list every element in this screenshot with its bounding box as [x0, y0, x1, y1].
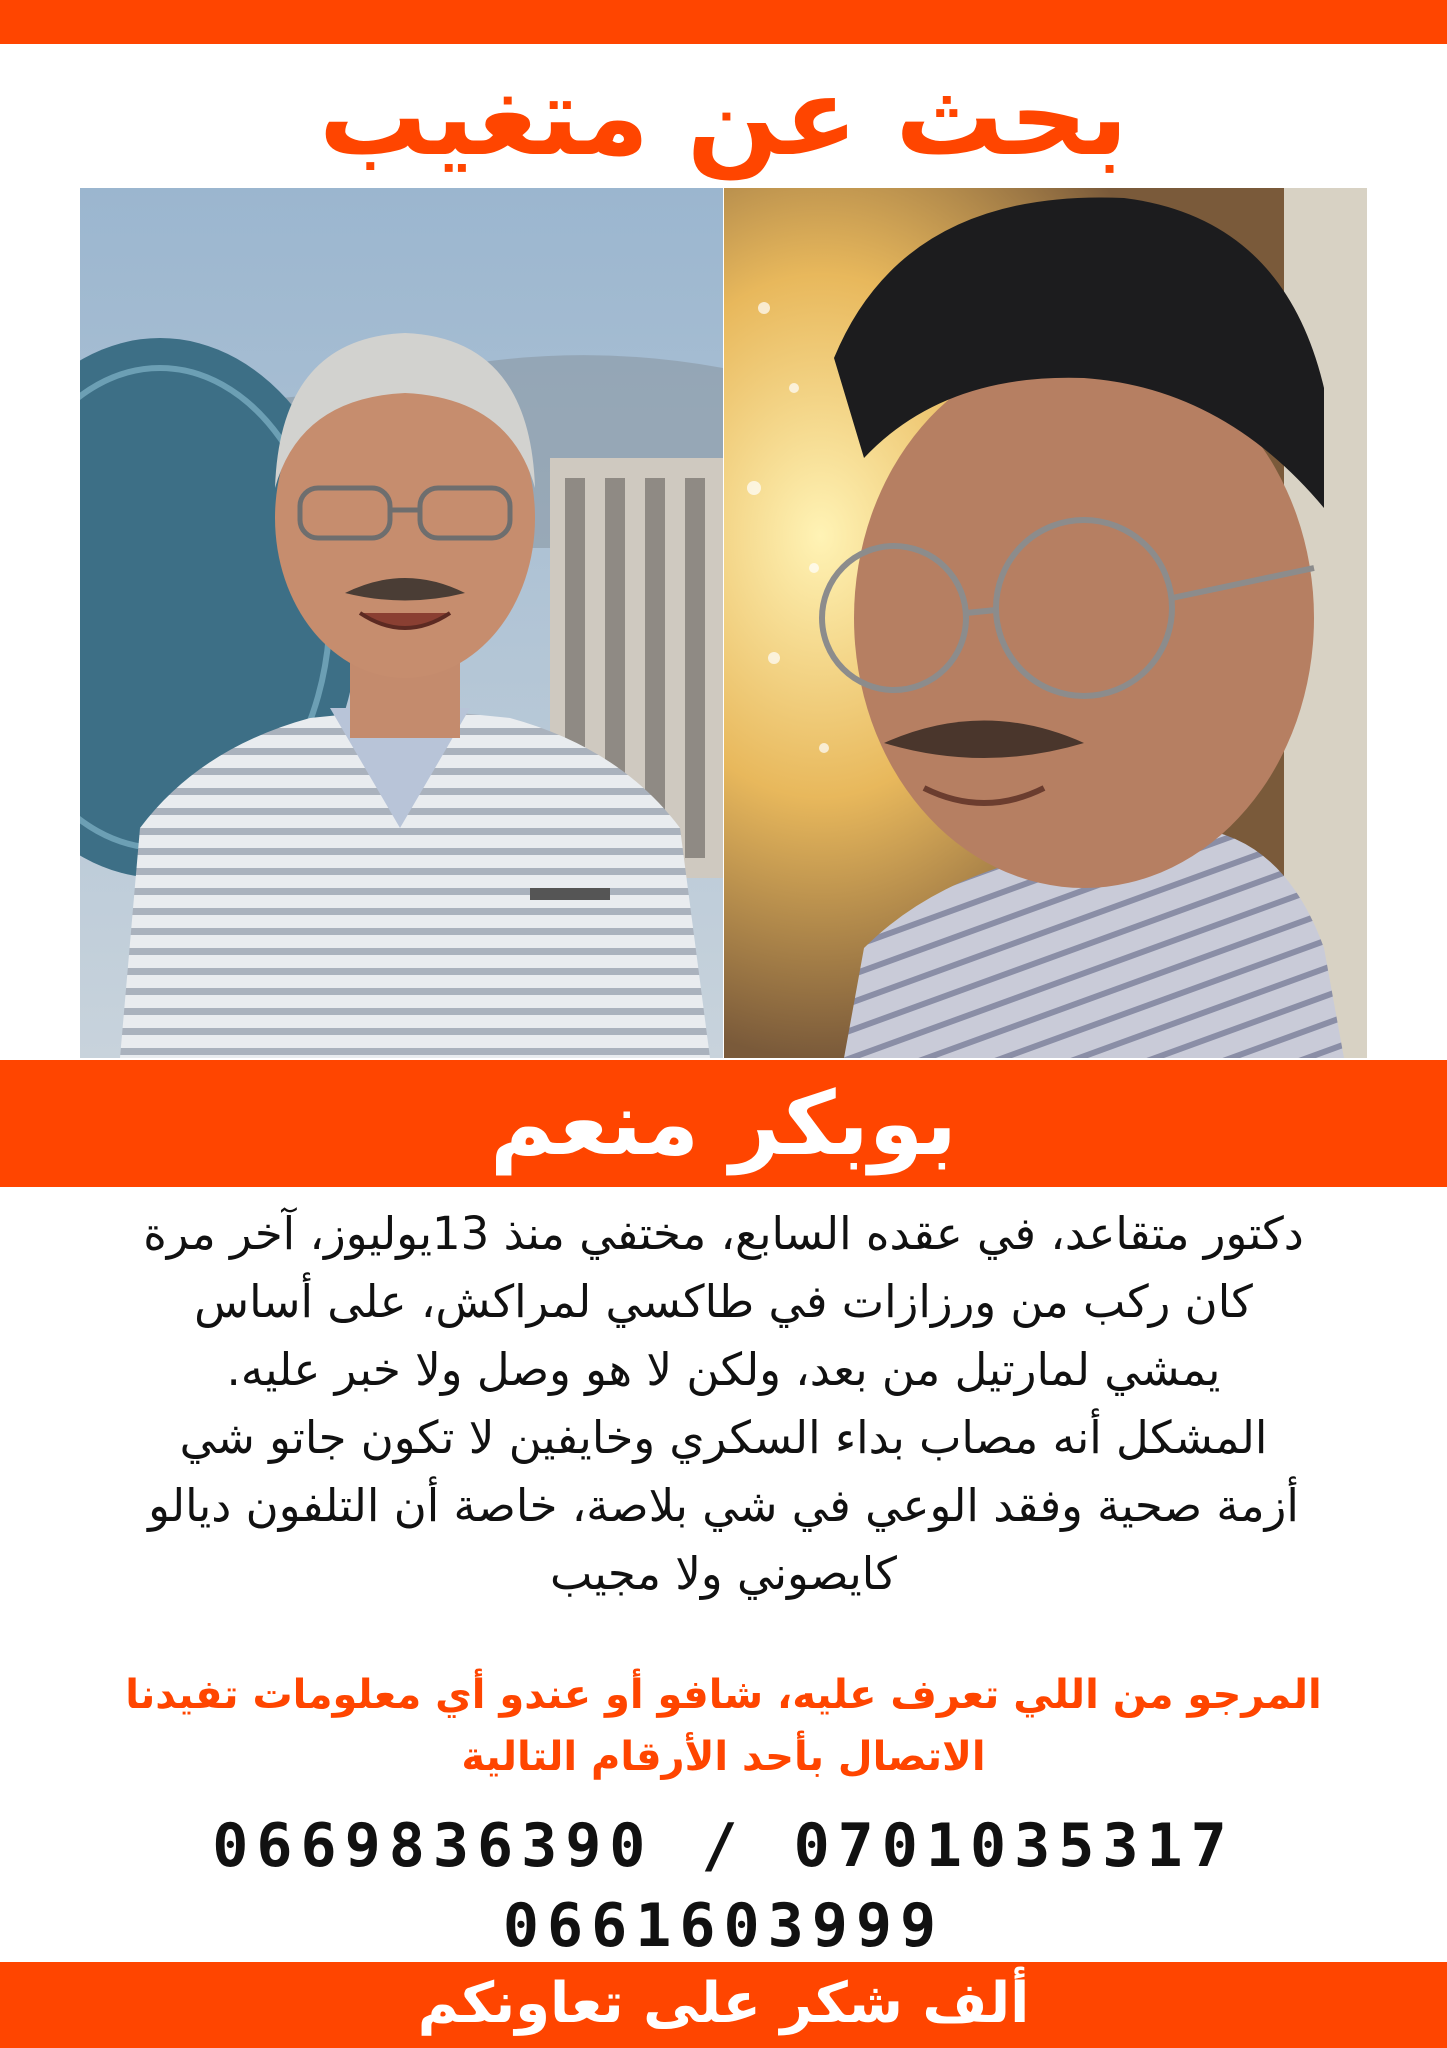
thank-you-text: ألف شكر على تعاونكم [417, 1971, 1030, 2036]
missing-person-photo-right [724, 188, 1367, 1058]
portrait-photo-icon [724, 188, 1367, 1058]
description-line: كان ركب من ورزازات في طاكسي لمراكش، على أساس [194, 1275, 1253, 1328]
description-line: دكتور متقاعد، في عقده السابع، مختفي منذ 13يوليوز، آخر مرة [143, 1207, 1304, 1260]
appeal-text [40, 1664, 1407, 1788]
poster-title: بحث عن متغيب [318, 55, 1129, 180]
phone-separator: / [701, 1811, 746, 1881]
phone-row [0, 1806, 1447, 1886]
description-line: أزمة صحية وفقد الوعي في شي بلاصة، خاصة أن التلفون ديالو [148, 1479, 1299, 1532]
description-text [40, 1200, 1407, 1608]
phone-row [0, 1886, 1447, 1966]
phone-number-second[interactable]: 0701035317 [793, 1811, 1235, 1881]
contact-phones [0, 1806, 1447, 1966]
missing-person-name: بوبكر منعم [490, 1072, 957, 1175]
portrait-photo-icon [80, 188, 723, 1058]
description-line: كايصوني ولا مجيب [550, 1547, 897, 1600]
description-line: المشكل أنه مصاب بداء السكري وخايفين لا تكون جاتو شي [179, 1411, 1268, 1464]
top-accent-bar [0, 0, 1447, 44]
phone-number-first[interactable]: 0669836390 [212, 1811, 654, 1881]
appeal-line: الاتصال بأحد الأرقام التالية [461, 1734, 986, 1780]
appeal-line: المرجو من اللي تعرف عليه، شافو أو عندو أي معلومات تفيدنا [125, 1672, 1322, 1718]
description-line: يمشي لمارتيل من بعد، ولكن لا هو وصل ولا خبر عليه. [226, 1343, 1221, 1396]
missing-person-photo-left [80, 188, 723, 1058]
phone-number-third[interactable]: 0661603999 [502, 1891, 945, 1961]
